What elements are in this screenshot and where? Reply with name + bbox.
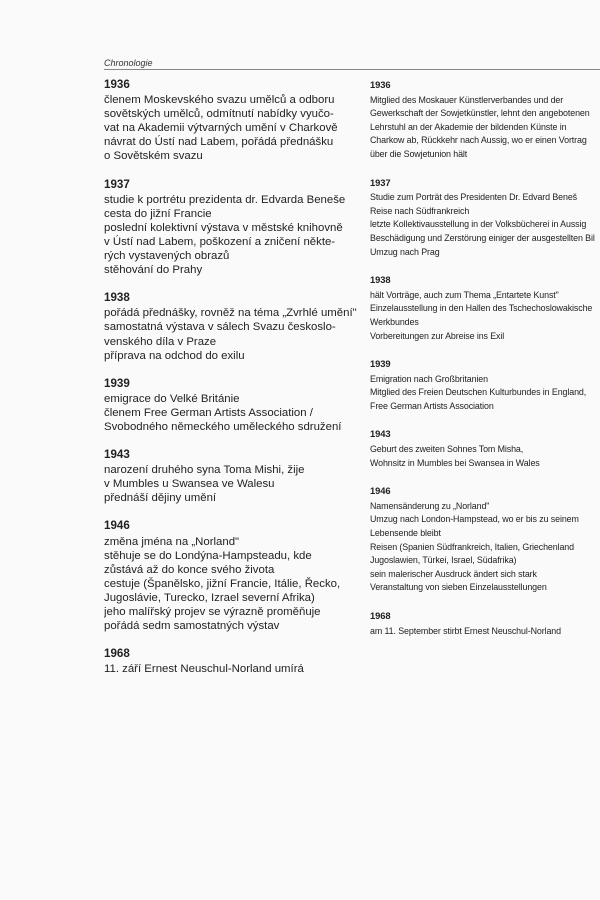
czech-entry-1937 [104, 178, 366, 278]
german-year-heading: 1938 [370, 274, 391, 286]
czech-entry-line: poslední kolektivní výstava v městské knihovně [104, 221, 343, 234]
czech-entry-line: členem Free German Artists Association / [104, 406, 313, 419]
czech-year-heading: 1968 [104, 647, 130, 661]
german-entry-line: Reise nach Südfrankreich [370, 205, 470, 216]
header-rule [104, 69, 600, 70]
german-entry-line: Gewerkschaft der Sowjetkünstler, lehnt den angebotenen [370, 108, 590, 119]
german-entry-line: Namensänderung zu „Norland" [370, 500, 490, 511]
czech-entry-line: pořádá přednášky, rovněž na téma „Zvrhlé umění" [104, 307, 357, 320]
czech-year-heading: 1939 [104, 376, 130, 390]
german-year-heading: 1946 [370, 485, 391, 497]
czech-year-heading: 1937 [104, 177, 130, 191]
german-entry-line: über die Sowjetunion hält [370, 148, 468, 159]
german-entry-line: Mitglied des Freien Deutschen Kulturbundes in England, [370, 387, 587, 398]
czech-year-heading: 1943 [104, 448, 130, 462]
czech-entry-line: 11. září Ernest Neuschul-Norland umírá [104, 663, 304, 676]
german-entry-line: Emigration nach Großbritanien [370, 373, 488, 384]
czech-entry-line: vat na Akademii výtvarných umění v Charkově [104, 122, 338, 135]
german-entry-line: Lebensende bleibt [370, 528, 441, 539]
german-year-heading: 1937 [370, 176, 391, 188]
german-entry-1936 [370, 78, 600, 162]
czech-year-heading: 1946 [104, 519, 130, 533]
german-entry-line: Umzug nach Prag [370, 246, 440, 257]
german-entry-line: letzte Kollektivausstellung in der Volksbücherei in Aussig [370, 219, 587, 230]
german-entry-line: Studie zum Porträt des Presidenten Dr. Edvard Beneš [370, 192, 578, 203]
german-year-heading: 1939 [370, 358, 391, 370]
czech-entry-line: přednáší dějiny umění [104, 492, 217, 505]
czech-entry-1936 [104, 78, 366, 164]
german-entry-line: Wohnsitz in Mumbles bei Swansea in Wales [370, 457, 540, 468]
czech-entry-1939 [104, 377, 366, 434]
czech-entry-line: cestuje (Španělsko, jižní Francie, Itálie, Řecko, [104, 577, 341, 590]
german-entry-line: Vorbereitungen zur Abreise ins Exil [370, 330, 505, 341]
german-entry-1937 [370, 176, 600, 260]
german-entry-1939 [370, 357, 600, 413]
czech-entry-line: emigrace do Velké Británie [104, 392, 240, 405]
german-entry-line: sein malerischer Ausdruck ändert sich stark [370, 568, 537, 579]
german-year-heading: 1936 [370, 79, 391, 90]
czech-entry-line: zůstává až do konce svého života [104, 563, 275, 576]
czech-entry-line: o Sovětském svazu [104, 150, 203, 163]
czech-entry-line: návrat do Ústí nad Labem, pořádá přednášku [104, 136, 334, 149]
german-column [370, 78, 600, 652]
czech-entry-line: v Ústí nad Labem, poškození a zničení někte- [104, 235, 336, 248]
czech-year-heading: 1938 [104, 291, 130, 305]
german-entry-line: am 11. September stirbt Ernest Neuschul-Norland [370, 625, 561, 636]
german-entry-line: Werkbundes [370, 316, 419, 327]
czech-entry-line: změna jména na „Norland" [104, 535, 240, 548]
czech-year-heading: 1936 [104, 78, 130, 91]
german-entry-line: Geburt des zweiten Sohnes Tom Misha, [370, 444, 524, 455]
german-entry-line: Veranstaltung von sieben Einzelausstellungen [370, 582, 547, 593]
czech-entry-line: v Mumbles u Swansea ve Walesu [104, 478, 275, 491]
czech-entry-line: jeho malířský projev se výrazně proměňuje [104, 606, 321, 618]
czech-entry-line: samostatná výstava v sálech Svazu českoslo- [104, 321, 336, 334]
czech-entry-line: studie k portrétu prezidenta dr. Edvarda Beneše [104, 193, 346, 206]
german-entry-line: Jugoslawien, Türkei, Israel, Südafrika) [370, 555, 517, 566]
section-title: Chronologie [104, 58, 153, 68]
czech-entry-line: Svobodného německého uměleckého sdružení [104, 420, 342, 433]
german-year-heading: 1943 [370, 428, 391, 440]
german-entry-line: Umzug nach London-Hampstead, wo er bis zu seinem [370, 514, 579, 525]
german-entry-line: hält Vorträge, auch zum Thema „Entartete Kunst" [370, 289, 559, 300]
german-entry-line: Einzelausstellung in den Hallen des Tschechoslowakische [370, 303, 593, 314]
czech-entry-1946 [104, 519, 366, 633]
czech-entry-line: cesta do jižní Francie [104, 207, 212, 220]
german-entry-line: Reisen (Spanien Südfrankreich, Italien, Griechenland [370, 541, 574, 552]
german-entry-line: Beschädigung und Zerstörung einiger der ausgestellten Bil [370, 232, 595, 243]
czech-entry-1968 [104, 647, 366, 676]
german-entry-1938 [370, 273, 600, 343]
czech-column [104, 78, 366, 690]
czech-entry-line: stěhuje se do Londýna-Hampsteadu, kde [104, 549, 312, 562]
czech-entry-line: narození druhého syna Toma Mishi, žije [104, 464, 305, 477]
czech-entry-line: Jugoslávie, Turecko, Izrael severní Afrika) [104, 591, 315, 604]
czech-entry-line: stěhování do Prahy [104, 264, 203, 277]
czech-entry-line: rých vystavených obrazů [104, 250, 230, 263]
german-entry-line: Mitglied des Moskauer Künstlerverbandes und der [370, 94, 564, 105]
german-year-heading: 1968 [370, 610, 391, 621]
czech-entry-line: sovětských umělců, odmítnutí nabídky vyučo- [104, 108, 334, 121]
german-entry-line: Lehrstuhl an der Akademie der bildenden Künste in [370, 121, 567, 132]
german-entry-1968 [370, 609, 600, 638]
czech-entry-1938 [104, 291, 366, 362]
german-entry-1946 [370, 484, 600, 595]
german-entry-1943 [370, 427, 600, 470]
czech-entry-1943 [104, 448, 366, 505]
czech-entry-line: venského díla v Praze [104, 335, 217, 348]
german-entry-line: Charkow ab, Rückkehr nach Aussig, wo er einen Vortrag [370, 135, 587, 146]
german-entry-line: Free German Artists Association [370, 400, 494, 411]
czech-entry-line: pořádá sedm samostatných výstav [104, 620, 280, 633]
czech-entry-line: příprava na odchod do exilu [104, 349, 245, 362]
czech-entry-line: členem Moskevského svazu umělců a odboru [104, 94, 335, 107]
